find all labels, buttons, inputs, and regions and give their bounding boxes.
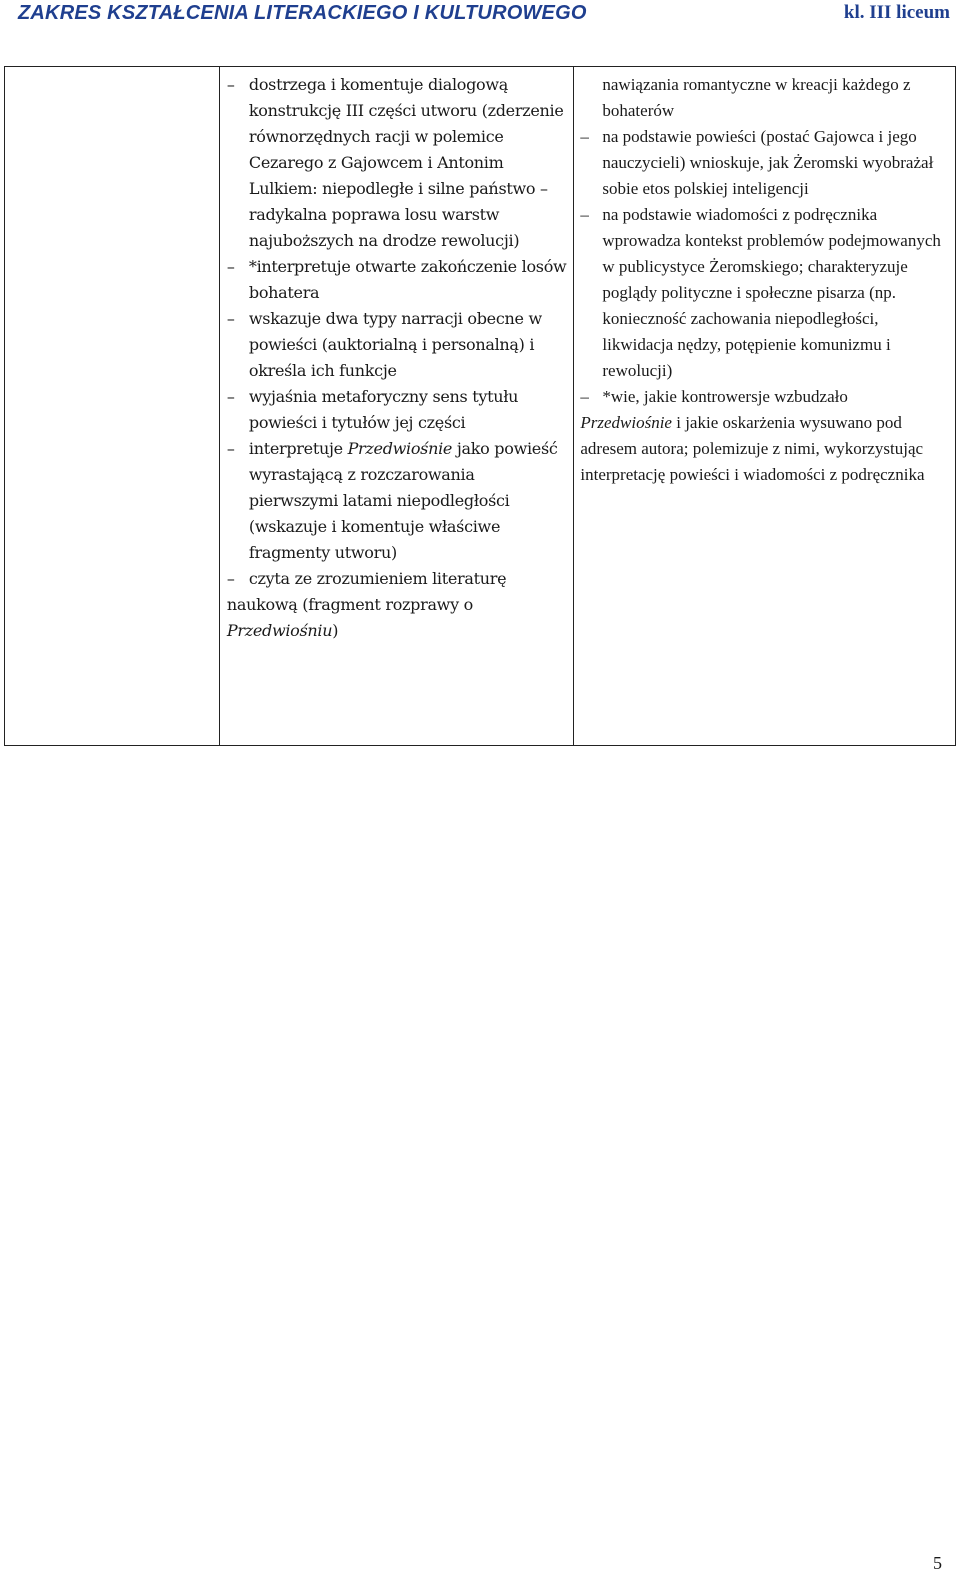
list-item (227, 72, 567, 254)
item-text: *interpretuje otwarte zakończenie losów bohatera (248, 257, 567, 302)
list-item-continuation (227, 592, 567, 644)
header-level: kl. III liceum (843, 2, 950, 23)
dash-marker: – (226, 569, 235, 588)
list-item (227, 306, 567, 384)
requirements-column-cell (219, 67, 573, 746)
item-text: czyta ze zrozumieniem literaturę (248, 569, 507, 588)
item-text-post: jako powieść wyrastającą z rozczarowania pierwszymi latami niepodległości (wskazuje i komentuje właściwe fragmenty utworu) (248, 439, 558, 562)
list-item (580, 384, 949, 410)
dash-marker: – (226, 309, 235, 328)
table-row (5, 67, 956, 746)
header-title: ZAKRES KSZTAŁCENIA LITERACKIEGO I KULTUROWEGO (18, 2, 587, 24)
dash-marker: – (226, 75, 235, 94)
item-text-post: ) (332, 621, 339, 640)
list-item (580, 124, 949, 202)
item-text-italic: Przedwiośniu (226, 621, 333, 640)
empty-column-cell (5, 67, 220, 746)
item-text-pre: naukową (fragment rozprawy o (226, 595, 473, 614)
list-item-continuation (580, 410, 949, 488)
item-text: na podstawie powieści (postać Gajowca i jego nauczycieli) wnioskuje, jak Żeromski wyobrażał sobie etos polskiej inteligencji (602, 127, 934, 198)
extended-requirements-column-cell (574, 67, 956, 746)
curriculum-table (4, 66, 956, 746)
item-text-pre: interpretuje (248, 439, 348, 458)
item-text: wyjaśnia metaforyczny sens tytułu powieści i tytułów jej części (248, 387, 519, 432)
page-number: 5 (933, 1553, 942, 1573)
dash-marker: – (580, 205, 589, 224)
dash-marker: – (580, 127, 589, 146)
item-text: dostrzega i komentuje dialogową konstrukcję III części utworu (zderzenie równorzędnych racji w polemice Cezarego z Gajowcem i Antonim Lulkiem: niepodległe i silne państwo – radykalna poprawa losu warstw najuboższych na drodze rewolucji) (248, 75, 564, 250)
dash-marker: – (226, 439, 235, 458)
dash-marker: – (580, 387, 589, 406)
item-text-italic: Przedwiośnie (580, 413, 672, 432)
item-text: na podstawie wiadomości z podręcznika wprowadza kontekst problemów podejmowanych w publicystyce Żeromskiego; charakteryzuje poglądy polityczne i społeczne pisarza (np. konieczność zachowania niepodległości, likwidacja nędzy, potępienie komunizmu i rewolucji) (602, 205, 941, 380)
page-header (18, 2, 950, 26)
list-item (227, 566, 567, 592)
list-item (227, 254, 567, 306)
list-item (227, 384, 567, 436)
list-item (227, 436, 567, 566)
dash-marker: – (226, 387, 235, 406)
list-item-continuation (580, 72, 949, 124)
item-text: *wie, jakie kontrowersje wzbudzało (602, 387, 848, 406)
item-text-italic: Przedwiośnie (347, 439, 453, 458)
item-text: wskazuje dwa typy narracji obecne w powieści (auktorialną i personalną) i określa ich funkcje (248, 309, 542, 380)
item-text-post: i jakie oskarżenia wysuwano pod adresem autora; polemizuje z nimi, wykorzystując interpretację powieści i wiadomości z podręcznika (580, 413, 925, 484)
item-text: nawiązania romantyczne w kreacji każdego z bohaterów (602, 75, 911, 120)
dash-marker: – (226, 257, 235, 276)
list-item (580, 202, 949, 384)
